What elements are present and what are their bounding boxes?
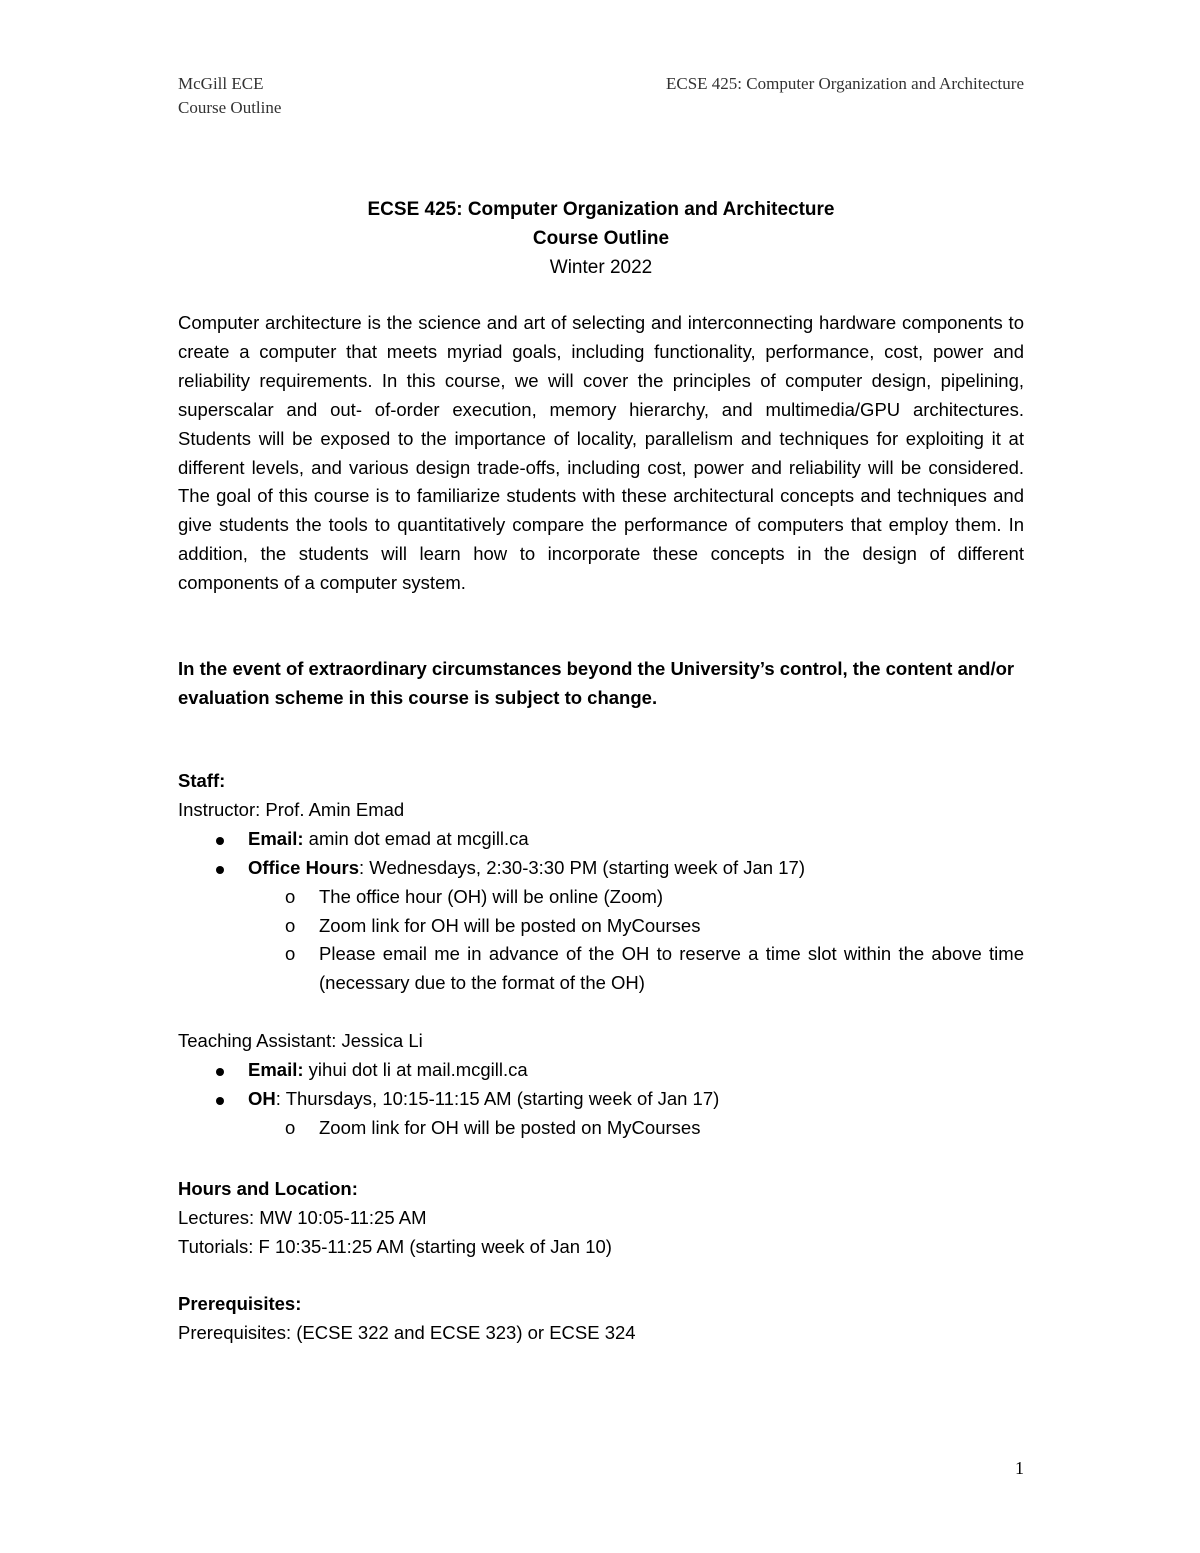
hours-location-section [178, 1175, 1024, 1262]
bullet-icon [216, 1068, 224, 1076]
prerequisites-text: Prerequisites: (ECSE 322 and ECSE 323) or ECSE 324 [178, 1321, 636, 1343]
course-description: Computer architecture is the science and art of selecting and interconnecting hardware components to create a computer that meets myriad goals, including functionality, performance, cost, power and reliability requirements. In this course, we will cover the principles of computer design, pipelining, superscalar and out- of-order execution, memory hierarchy, and multimedia/GPU architectures. Students will be exposed to the importance of locality, parallelism and techniques for exploiting it at different levels, and various design trade-offs, including cost, power and reliability will be considered. The goal of this course is to familiarize students with these architectural concepts and techniques and give students the tools to quantitatively compare the performance of computers that employ them. In addition, the students will learn how to incorporate these concepts in the design of different components of a computer system. [178, 312, 1024, 594]
ta-email: yihui dot li at mail.mcgill.ca [308, 1059, 528, 1081]
bullet-icon [216, 837, 224, 845]
term: Winter 2022 [549, 257, 653, 278]
spacer [178, 998, 1024, 1027]
oh-label: OH [248, 1088, 276, 1110]
prerequisites-section [178, 1290, 1024, 1348]
email-label: Email: [248, 827, 304, 849]
prerequisites-heading: Prerequisites: [178, 1293, 302, 1314]
sub-bullet-icon: o [285, 885, 296, 907]
staff-section [178, 767, 1024, 1143]
office-hours-note-text: The office hour (OH) will be online (Zoom) [319, 885, 664, 907]
instructor-name: Instructor: Prof. Amin Emad [178, 798, 405, 820]
ta-office-hours: : Thursdays, 10:15-11:15 AM (starting week of Jan 17) [275, 1088, 720, 1110]
header-course-title: ECSE 425: Computer Organization and Architecture [665, 74, 1024, 93]
sub-bullet-icon: o [285, 943, 296, 965]
office-hours-note [178, 940, 1024, 998]
hours-heading: Hours and Location: [178, 1178, 358, 1199]
bullet-icon [216, 866, 224, 874]
ta-name: Teaching Assistant: Jessica Li [178, 1030, 423, 1052]
ta-office-hours-note [178, 1114, 1024, 1143]
title-block [178, 195, 1024, 282]
office-hours-note-text: Please email me in advance of the OH to reserve a time slot within the above time (necessary due to the format of the OH) [319, 943, 1024, 994]
ta-email-item [178, 1056, 1024, 1085]
email-label: Email: [248, 1059, 304, 1081]
header-institution: McGill ECE [178, 74, 264, 93]
office-hours-note [178, 912, 1024, 941]
lectures: Lectures: MW 10:05-11:25 AM [178, 1206, 427, 1228]
instructor-office-hours-item [178, 854, 1024, 883]
tutorials: Tutorials: F 10:35-11:25 AM (starting week of Jan 10) [178, 1235, 612, 1257]
office-hours-label: Office Hours [248, 856, 360, 878]
office-hours-note-text: Zoom link for OH will be posted on MyCourses [319, 914, 701, 936]
instructor-email: amin dot emad at mcgill.ca [308, 827, 529, 849]
ta-office-hours-note-text: Zoom link for OH will be posted on MyCourses [319, 1116, 701, 1138]
sub-bullet-icon: o [285, 914, 296, 936]
staff-heading: Staff: [178, 770, 226, 791]
instructor-email-item [178, 825, 1024, 854]
bullet-icon [216, 1097, 224, 1105]
document-subtitle: Course Outline [532, 228, 670, 249]
course-title: ECSE 425: Computer Organization and Architecture [367, 199, 835, 220]
ta-office-hours-item [178, 1085, 1024, 1114]
change-notice: In the event of extraordinary circumstances beyond the University’s control, the content and/or evaluation scheme in this course is subject to change. [178, 658, 1015, 708]
header-doc-type: Course Outline [178, 98, 282, 117]
instructor-office-hours: : Wednesdays, 2:30-3:30 PM (starting week of Jan 17) [359, 856, 805, 878]
office-hours-note [178, 883, 1024, 912]
sub-bullet-icon: o [285, 1116, 296, 1138]
running-header [178, 72, 1024, 120]
page-number: 1 [1015, 1458, 1024, 1478]
